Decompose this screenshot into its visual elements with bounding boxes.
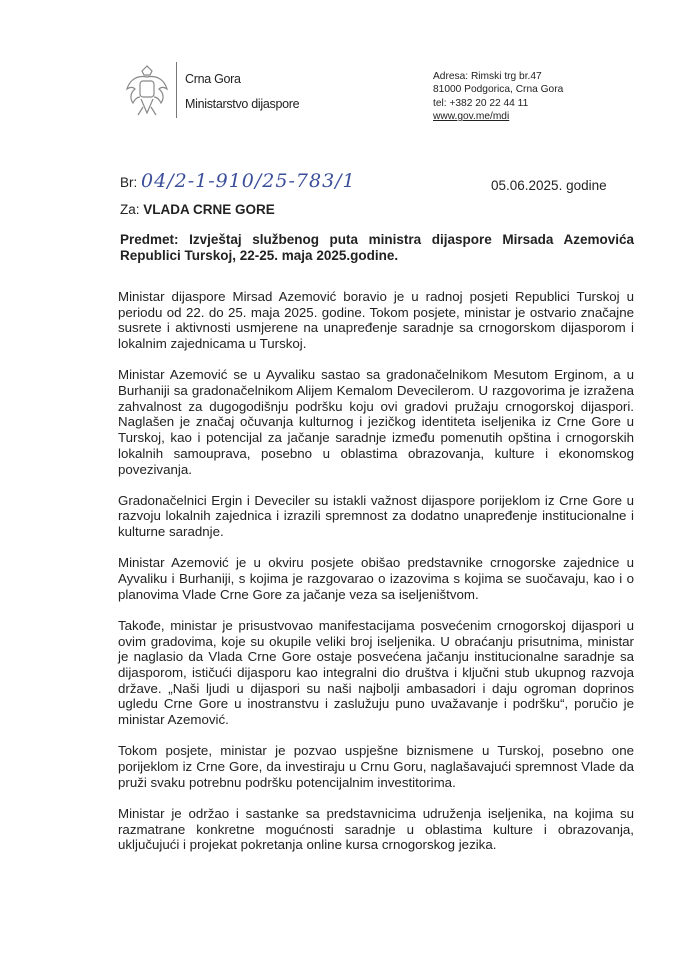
paragraph: Ministar dijaspore Mirsad Azemović boravio je u radnoj posjeti Republici Turskoj u periodu od 22. do 25. maja 2025. godine. Tokom posjete, ministar je ostvario značajne susrete i aktivnosti usmjerene na unapređenje saradnje sa crnogorskom dijasporom i lokalnim zajednicama u Turskoj. [118,289,634,352]
phone: tel: +382 20 22 44 11 [433,97,529,109]
reference-label: Br: [120,175,138,190]
recipient-label: Za: [120,202,140,217]
subject: Predmet: Izvještaj službenog puta ministra dijaspore Mirsada Azemovića Republici Turskoj, 22-25. maja 2025.godine. [120,232,634,263]
reference-number [120,170,356,192]
contact-block [433,70,563,124]
document-date: 05.06.2025. godine [491,178,607,193]
paragraph: Takođe, ministar je prisustvovao manifestacijama posvećenim crnogorskoj dijaspori u ovim gradovima, koje su okupile veliki broj iseljenika. U obraćanju prisutnima, ministar je naglasio da Vlada Crne Gore ostaje posvećena jačanju institucionalne saradnje sa dijasporom, ističući dijasporu kao integralni dio društva i ključni stub ukupnog razvoja države. „Naši ljudi u dijaspori su naši najbolji ambasadori i daju ogroman doprinos ugledu Crne Gore u inostranstvu i zaslužuju puno uvažavanje i podršku“, poručio je ministar Azemović. [118,617,634,728]
document-body [118,289,634,869]
org-ministry: Ministarstvo dijaspore [185,97,300,111]
address-city: 81000 Podgorica, Crna Gora [433,84,564,96]
header-divider [176,62,177,118]
paragraph: Gradonačelnici Ergin i Deveciler su istakli važnost dijaspore porijeklom iz Crne Gore u razvoju lokalnih zajednica i izrazili spremnost za dodatno unapređenje institucionalne i kulturne saradnje. [118,492,634,540]
recipient [120,202,275,217]
paragraph: Ministar Azemović je u okviru posjete obišao predstavnike crnogorske zajednice u Ayvaliku i Burhaniji, s kojima je razgovarao o izazovima s kojima se suočavaju, kao i o planovima Vlade Crne Gore za jačanje veza sa iseljeništvom. [118,555,634,602]
paragraph: Ministar Azemović se u Ayvaliku sastao sa gradonačelnikom Mesutom Erginom, a u Burhaniji sa gradonačelnikom Alijem Kemalom Devecilerom. U razgovorima je izražena zahvalnost za dugogodišnju podršku koju ovi gradovi pružaju crnogorskoj dijaspori. Naglašen je značaj očuvanja kulturnog i jezičkog identiteta iseljenika iz Crne Gore u Turskoj, kao i potencijal za jačanje saradnje između pomenutih opština i crnogorskih lokalnih samouprava, posebno u oblastima obrazovanja, kulture i ekonomskog povezivanja. [118,367,634,477]
paragraph: Tokom posjete, ministar je pozvao uspješne biznismene u Turskoj, posebno one porijeklom iz Crne Gore, da investiraju u Crnu Goru, naglašavajući spremnost Vlade da pruži svaku potrebnu podršku potencijalnim investitorima. [118,743,634,790]
coat-of-arms-logo [124,63,170,119]
handwritten-reference: 04/2-1-910/25-783/1 [141,170,356,192]
org-country: Crna Gora [185,72,241,86]
recipient-name: VLADA CRNE GORE [143,202,275,217]
website-link[interactable]: www.gov.me/mdi [433,111,510,123]
paragraph: Ministar je održao i sastanke sa predstavnicima udruženja iseljenika, na kojima su razmatrane konkretne mogućnosti saradnje u oblastima kulture i obrazovanja, uključujući i projekat pokretanja online kursa crnogorskog jezika. [118,805,634,853]
address-line: Adresa: Rimski trg br.47 [433,71,542,82]
